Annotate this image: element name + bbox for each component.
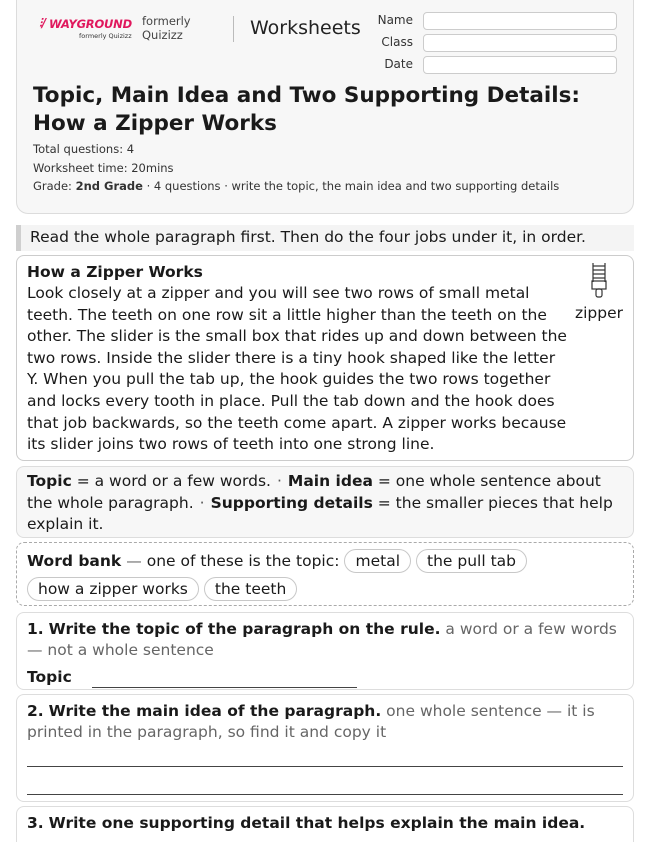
main-idea-answer-rule-2[interactable]: [27, 794, 623, 795]
word-bank-prompt: one of these is the topic:: [146, 552, 340, 570]
total-questions: Total questions: 4: [33, 142, 135, 156]
question-2-prompt: Write the main idea of the paragraph.: [48, 702, 382, 720]
date-label: Date: [384, 57, 413, 71]
date-input[interactable]: [423, 56, 617, 74]
formerly-line-2: Quizizz: [142, 28, 183, 42]
word-chip: the pull tab: [416, 549, 527, 573]
main-idea-answer-rule-1[interactable]: [27, 766, 623, 767]
word-chip: the teeth: [204, 577, 297, 601]
class-input[interactable]: [423, 34, 617, 52]
topic-term: Topic: [27, 472, 72, 490]
passage-text: Look closely at a zipper and you will see two rows of small metal teeth. The teeth on one row sit a little higher than the teeth on the other. The slider is the small box that rides up and down between the two rows. Inside the slider there is a tiny hook shaped like the letter Y. When you pull the tab up, the hook guides the two rows together and locks every tooth in place. Pull the tab down and the hook does that job backwards, so the teeth come apart. A zipper works because its slider joins two rows of teeth into one strong line.: [27, 284, 567, 454]
topic-definition: = a word or a few words.: [71, 472, 271, 490]
name-field-row: [367, 12, 619, 30]
topic-answer-label: Topic: [27, 668, 72, 686]
zipper-icon: [589, 262, 609, 298]
main-idea-term: Main idea: [287, 472, 373, 490]
formerly-line-1: formerly: [142, 14, 191, 28]
question-2-number: 2.: [27, 702, 44, 720]
zipper-caption: zipper: [574, 304, 623, 322]
grade-value: 2nd Grade: [75, 179, 143, 193]
class-field-row: [367, 34, 619, 52]
question-2: [16, 694, 634, 802]
main-idea-definition: = one whole sentence about the whole paragraph.: [27, 472, 601, 512]
supporting-details-definition: = the smaller pieces that help explain it.: [27, 493, 613, 533]
word-chip: metal: [344, 549, 411, 573]
topic-answer-rule[interactable]: [92, 672, 357, 688]
worksheet-time: Worksheet time: 20mins: [33, 161, 174, 175]
question-2-hint: one whole sentence — it is printed in the paragraph, so find it and copy it: [27, 702, 595, 741]
question-1-hint: a word or a few words — not a whole sentence: [27, 620, 617, 659]
brand-logo: [39, 16, 135, 40]
instruction-banner: Read the whole paragraph first. Then do the four jobs under it, in order.: [16, 225, 634, 251]
name-label: Name: [377, 13, 413, 27]
logo-text: WAYGROUND: [48, 16, 132, 31]
separator-1: ·: [276, 472, 282, 490]
question-3: [16, 806, 634, 842]
definitions-box: [16, 466, 634, 538]
grade-suffix: · 4 questions · write the topic, the main idea and two supporting details: [142, 179, 560, 193]
header-divider: [233, 16, 234, 42]
question-3-prompt: Write one supporting detail that helps explain the main idea.: [48, 814, 586, 832]
name-input[interactable]: [423, 12, 617, 30]
word-bank-dash: —: [126, 552, 142, 570]
wayground-logo-icon: ⫶/: [39, 16, 46, 30]
word-bank: [16, 542, 634, 606]
question-1: [16, 612, 634, 690]
passage-title: How a Zipper Works: [27, 263, 203, 281]
class-label: Class: [381, 35, 413, 49]
separator-2: ·: [199, 493, 205, 512]
worksheet-header: [16, 0, 634, 214]
worksheets-label: Worksheets: [250, 17, 361, 39]
zipper-figure: [575, 262, 623, 322]
grade-line: [33, 179, 559, 193]
word-chip: how a zipper works: [27, 577, 199, 601]
formerly-quizizz: [142, 14, 191, 42]
reading-passage: [16, 255, 634, 461]
date-field-row: [367, 56, 619, 74]
grade-prefix: Grade:: [33, 179, 76, 193]
question-1-prompt: Write the topic of the paragraph on the rule.: [48, 620, 441, 638]
logo-subtext: formerly Quizizz: [79, 32, 132, 40]
question-1-number: 1.: [27, 620, 44, 638]
supporting-details-term: Supporting details: [210, 493, 373, 512]
worksheet-title: Topic, Main Idea and Two Supporting Details: How a Zipper Works: [33, 83, 581, 136]
word-bank-label: Word bank: [27, 552, 122, 570]
question-3-number: 3.: [27, 814, 44, 832]
